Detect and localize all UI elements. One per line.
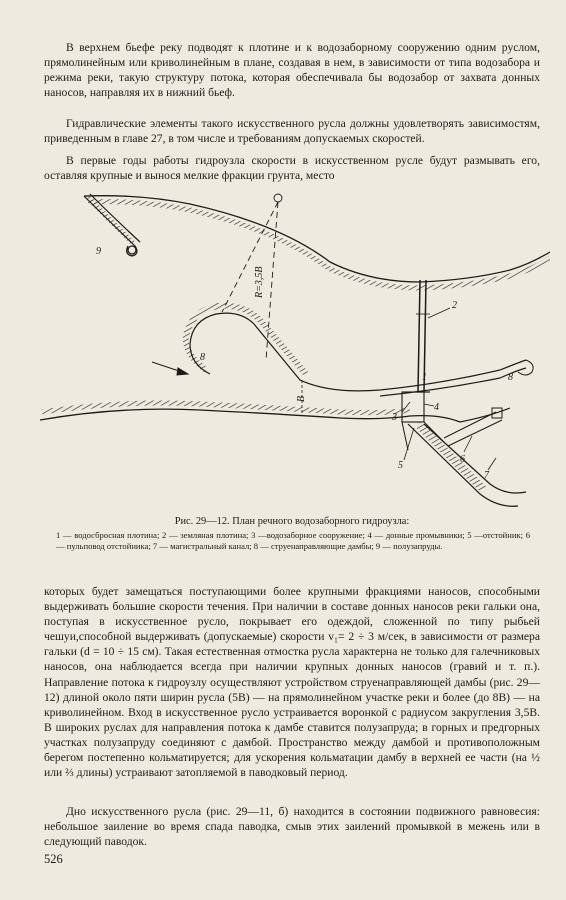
groyne-9 bbox=[127, 246, 137, 256]
upper-bank bbox=[84, 194, 550, 288]
label-5: 5 bbox=[398, 460, 403, 471]
figure-legend: 1 — водосбросная плотина; 2 — земляная плотина; 3 —водозаборное сооружение; 4 — донные промывники; 5 —отстойник; 6 — пульповод отстойника; 7 — магистральный канал; 8 — струенаправляющие дамбы; 9 — полузапруды. bbox=[56, 530, 530, 551]
radius-label: R=3,5B bbox=[254, 266, 265, 298]
label-4: 4 bbox=[434, 402, 439, 413]
guide-dam-8-upper bbox=[186, 306, 533, 396]
paragraph-1: В верхнем бьефе реку подводят к плотине и к водозаборному сооружению одним руслом, прямолинейным или криволинейным в плане, создавая в нем, в зависимости от типа водозабора и режима реки, такую структуру потока, которая обеспечивала бы водозабор от захвата донных наносов, направляя их в нижний бьеф. bbox=[44, 41, 540, 100]
width-label: B bbox=[296, 395, 307, 402]
label-6: 6 bbox=[460, 454, 465, 465]
lower-bank bbox=[40, 403, 510, 422]
flow-arrow bbox=[152, 362, 188, 375]
paragraph-2: Гидравлические элементы такого искусственного русла должны удовлетворять зависимостям, приведенным в главе 27, в том числе и требованиям допускаемых скоростей. bbox=[44, 117, 540, 146]
label-1: 1 bbox=[422, 372, 427, 383]
label-2: 2 bbox=[452, 300, 457, 311]
paragraph-5: Дно искусственного русла (рис. 29—11, б) находится в состоянии подвижного равновесия: небольшое заиление во время спада паводка, смыв этих заилений промывкой в межень или в следующий паводок. bbox=[44, 805, 540, 849]
plan-drawing bbox=[40, 184, 550, 514]
paragraph-4: которых будет замещаться поступающими более крупными фракциями наносов, способными выдерживать большие скорости течения. При наличии в составе донных наносов реки гальки она, поступая в искусственное русло, покрывает его одеждой, сложенной по типу рыбьей чешуи,способной выдерживать (допускаемые) скорости v₁= 2 ÷ 3 м/сек, в зависимости от размера гальки (d = 10 ÷ 15 см). Такая естественная отмостка русла характерна не только для галечниковых наносов, она наблюдается всегда при наличии крупных донных наносов (гравий и т. п.). Направление потока к гидроузлу осуществляют устройством струенаправляющей дамбы (рис. 29—12) длиной около пяти ширин русла (5B) — на прямолинейном участке реки и более (до 8B) — на криволинейном. Вход в искусственное русло устраивается воронкой с радиусом закругления 3,5B. В широких руслах для направления потока к дамбе ставится полузапруда; в горных и предгорных участках полузапруду соединяют с дамбой. Пространство между дамбой и противоположным берегом постепенно кольматируется; для ускорения кольматации дамбу в верхней ее части (на ½ или ⅔ длины) устраивают затопляемой в паводковый период. bbox=[44, 585, 540, 780]
paragraph-3: В первые годы работы гидроузла скорости в искусственном русле будут размывать его, оставляя крупные и вынося мелкие фракции грунта, место bbox=[44, 154, 540, 183]
figure-caption: Рис. 29—12. План речного водозаборного гидроузла: bbox=[174, 516, 410, 527]
label-7: 7 bbox=[484, 470, 489, 481]
label-3: 3 bbox=[392, 412, 397, 423]
figure-plan-diagram bbox=[40, 184, 550, 514]
label-8-upper: 8 bbox=[200, 352, 205, 363]
label-9: 9 bbox=[96, 246, 101, 257]
page-number: 526 bbox=[44, 852, 63, 866]
label-8-lower: 8 bbox=[508, 372, 513, 383]
